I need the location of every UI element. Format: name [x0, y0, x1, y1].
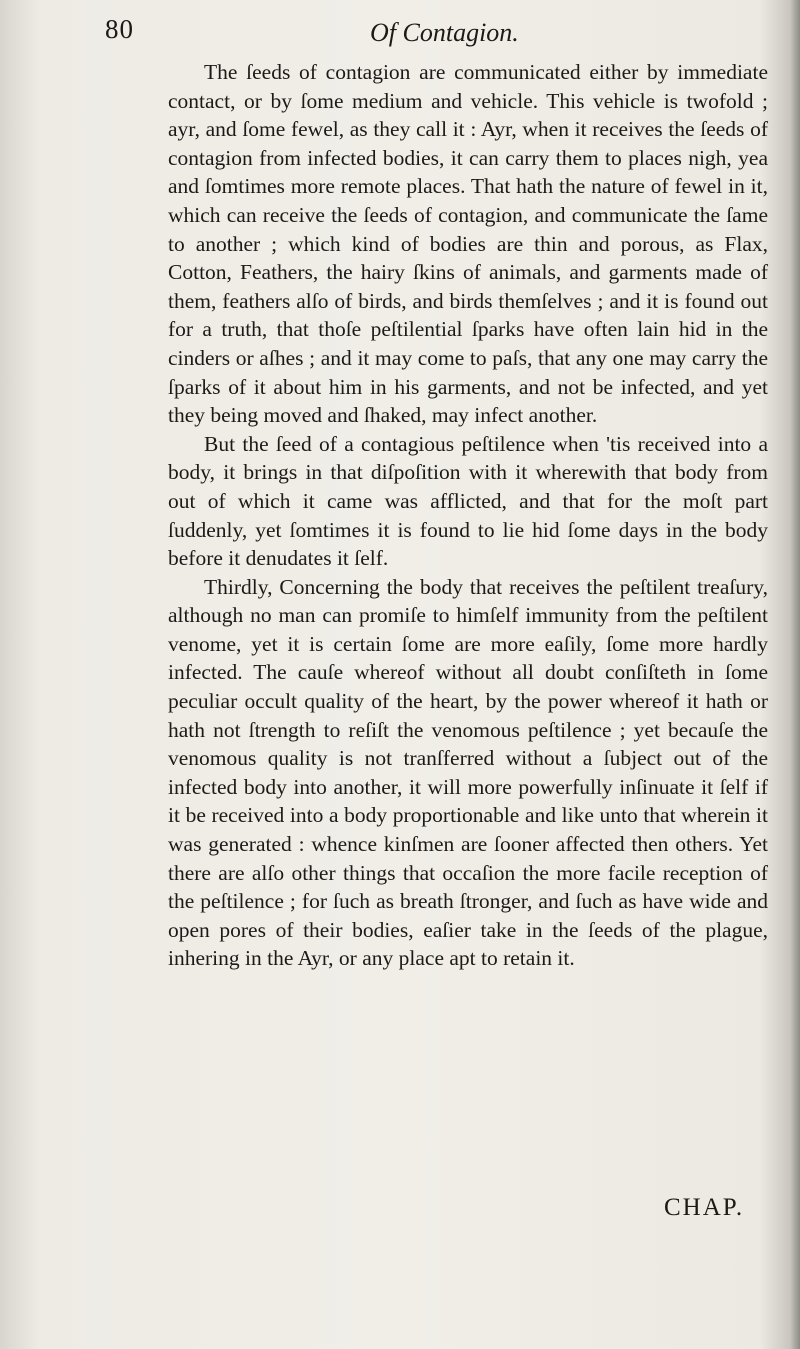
page-header: [105, 14, 765, 54]
paragraph-thirdly: Thirdly, Concerning the body that receives the peſtilent treaſury, although no man can promiſe to himſelf immunity from the peſtilent venome, yet it is certain ſome are more eaſily, ſome more hardly infected. The cauſe whereof without all doubt conſiſteth in ſome peculiar occult quality of the heart, by the power whereof it hath or hath not ſtrength to reſiſt the venomous peſtilence ; yet becauſe the venomous quality is not tranſferred without a ſubject out of the infected body into another, it will more powerfully inſinuate it ſelf if it be received into a body proportionable and like unto that wherein it was generated : whence kinſmen are ſooner affected then others. Yet there are alſo other things that occaſion the more facile reception of the peſtilence ; for ſuch as breath ſtronger, and ſuch as have wide and open pores of their bodies, eaſier take in the ſeeds of the plague, inhering in the Ayr, or any place apt to retain it.: [168, 574, 768, 971]
running-head: Of Contagion.: [370, 18, 519, 47]
show-through-bleed: [60, 1060, 760, 1290]
paragraph-seed-received: But the ſeed of a contagious peſtilence when 'tis received into a body, it brings in that diſpoſition with it wherewith that body from out of which it came was afflicted, and that for the moſt part ſuddenly, yet ſomtimes it is found to lie hid ſome days in the body before it denudates it ſelf.: [168, 431, 768, 571]
catchword: CHAP.: [664, 1194, 745, 1221]
body-text: [168, 58, 768, 973]
spine-shadow: [790, 0, 800, 1349]
page-number: 80: [105, 14, 134, 44]
paragraph-seeds-of-contagion: The ſeeds of contagion are communicated either by immediate contact, or by ſome medium and vehicle. This vehicle is twofold ; ayr, and ſome fewel, as they call it : Ayr, when it receives the ſeeds of contagion from infected bodies, it can carry them to places nigh, yea and ſomtimes more remote places. That hath the nature of fewel in it, which can receive the ſeeds of contagion, and communicate the ſame to another ; which kind of bodies are thin and porous, as Flax, Cotton, Feathers, the hairy ſkins of animals, and garments made of them, feathers alſo of birds, and birds themſelves ; and it is found out for a truth, that thoſe peſtilential ſparks have often lain hid in the cinders or aſhes ; and it may come to paſs, that any one may carry the ſparks of it about him in his garments, and not be infected, and yet they being moved and ſhaked, may infect another.: [168, 60, 768, 428]
